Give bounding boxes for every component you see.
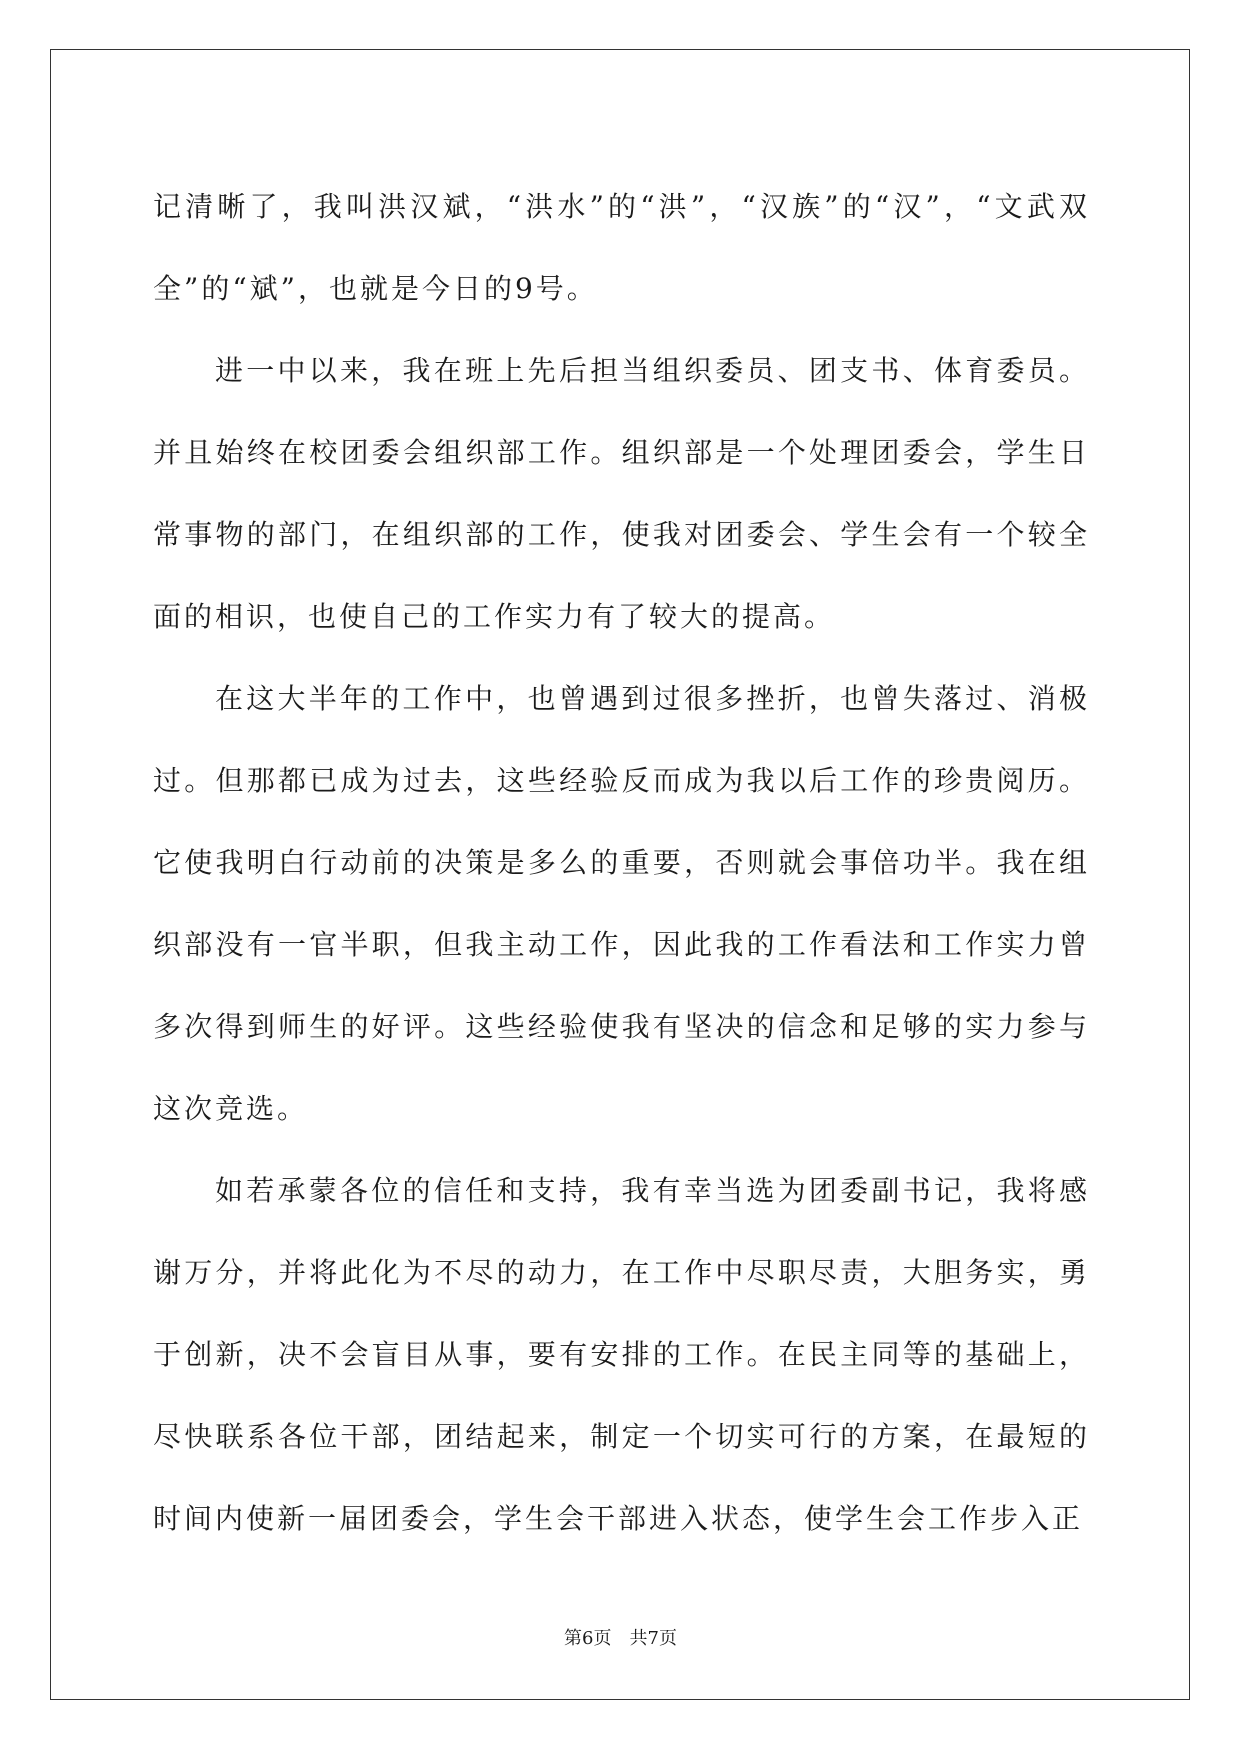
paragraph-2: 进一中以来，我在班上先后担当组织委员、团支书、体育委员。并且始终在校团委会组织部工作。组织部是一个处理团委会，学生日常事物的部门，在组织部的工作，使我对团委会、学生会有一个较全面的相识，也使自己的工作实力有了较大的提高。	[153, 354, 1090, 633]
document-body	[153, 166, 1090, 1560]
page-number-footer: 第6页 共7页	[564, 1628, 677, 1649]
paragraph-3: 在这大半年的工作中，也曾遇到过很多挫折，也曾失落过、消极过。但那都已成为过去，这些经验反而成为我以后工作的珍贵阅历。它使我明白行动前的决策是多么的重要，否则就会事倍功半。我在组织部没有一官半职，但我主动工作，因此我的工作看法和工作实力曾多次得到师生的好评。这些经验使我有坚决的信念和足够的实力参与这次竞选。	[153, 682, 1090, 1125]
paragraph-4: 如若承蒙各位的信任和支持，我有幸当选为团委副书记，我将感谢万分，并将此化为不尽的动力，在工作中尽职尽责，大胆务实，勇于创新，决不会盲目从事，要有安排的工作。在民主同等的基础上，尽快联系各位干部，团结起来，制定一个切实可行的方案，在最短的时间内使新一届团委会，学生会干部进入状态，使学生会工作步入正	[153, 1174, 1090, 1535]
paragraph-1: 记清晰了，我叫洪汉斌，“洪水”的“洪”，“汉族”的“汉”，“文武双全”的“斌”，也就是今日的9号。	[153, 190, 1090, 305]
